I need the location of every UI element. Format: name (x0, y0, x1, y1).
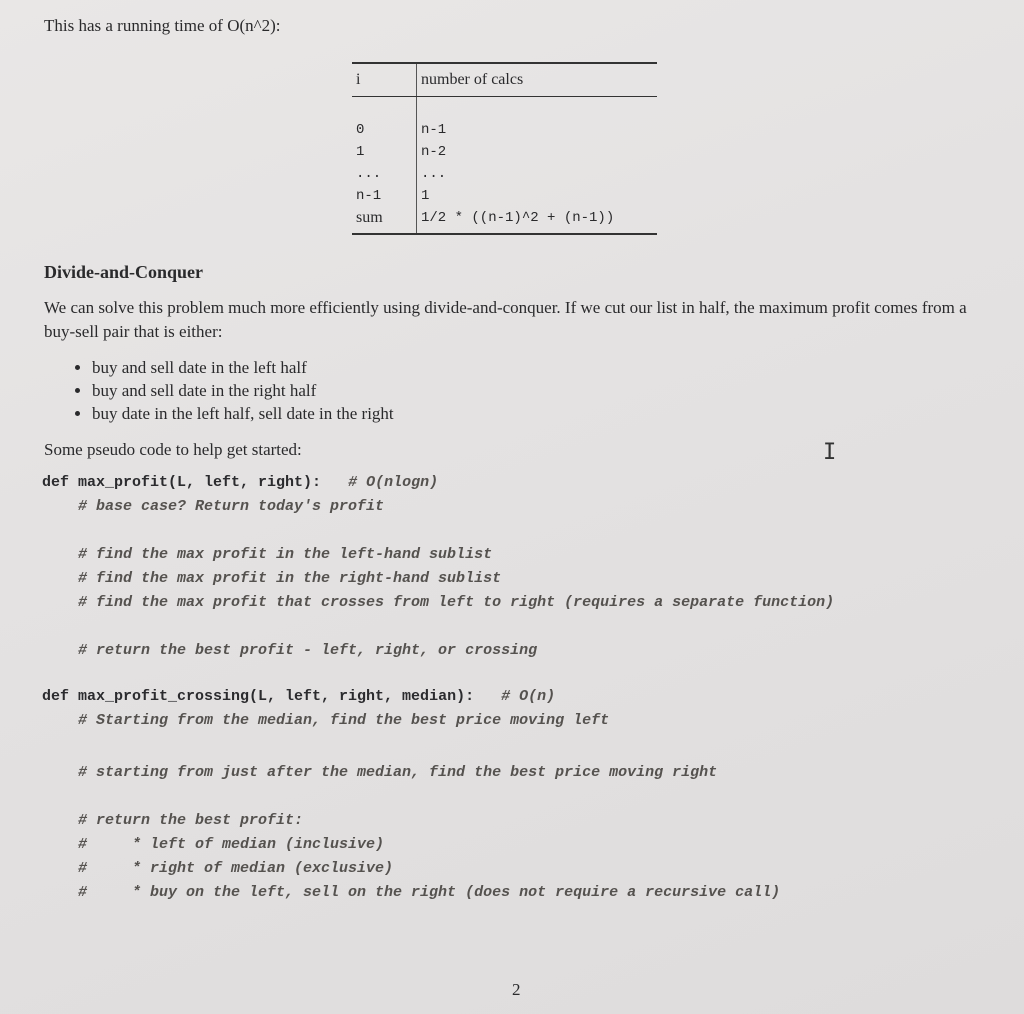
paragraph: We can solve this problem much more efficiently using divide-and-conquer. If we cut our list in half, the maximum profit comes from a buy-sell pair that is either: (44, 298, 967, 341)
page-number: 2 (512, 980, 521, 999)
table-cell-i: ... (352, 163, 417, 185)
code-comment: # Starting from the median, find the best price moving left (78, 712, 610, 729)
table-cell-i: 0 (352, 119, 417, 141)
text-cursor-icon: I (823, 440, 837, 465)
table-cell-i: 1 (352, 141, 417, 163)
bullet-list (60, 356, 394, 425)
code-line (42, 474, 438, 491)
list-item: • buy and sell date in the right half (92, 379, 394, 402)
func1-complexity: # O(nlogn) (348, 474, 439, 491)
section-heading: Divide-and-Conquer (44, 262, 204, 282)
table-header-calcs: number of calcs (417, 63, 658, 97)
list-item: • buy date in the left half, sell date in the right (92, 402, 394, 425)
table-sum-row (352, 207, 657, 234)
table-cell-calcs: n-2 (421, 144, 447, 160)
code-comment: # base case? Return today's profit (78, 498, 385, 515)
table-cell-i: n-1 (352, 185, 417, 207)
table-row (352, 163, 657, 185)
pseudo-code-intro: Some pseudo code to help get started: (44, 440, 302, 459)
code-comment: # find the max profit that crosses from left to right (requires a separate function) (78, 594, 835, 611)
calcs-table (352, 62, 657, 235)
table-sum-label: sum (352, 207, 417, 234)
table-sum-value: 1/2 * ((n-1)^2 + (n-1)) (417, 207, 658, 234)
code-comment: # starting from just after the median, find the best price moving right (78, 764, 718, 781)
table-header-i: i (352, 63, 417, 97)
code-comment: # find the max profit in the right-hand sublist (78, 570, 502, 587)
list-item: • buy and sell date in the left half (92, 356, 394, 379)
table-cell-calcs: ... (421, 166, 447, 182)
intro-text: This has a running time of O(n^2): (44, 16, 281, 35)
code-comment: # * buy on the left, sell on the right (does not require a recursive call) (78, 884, 781, 901)
table-row (352, 119, 657, 141)
table-cell-calcs: 1 (421, 188, 430, 204)
table-header-row (352, 63, 657, 97)
table-row (352, 141, 657, 163)
code-comment: # return the best profit: (78, 812, 304, 829)
code-line (42, 688, 555, 705)
func1-signature: def max_profit(L, left, right): (42, 474, 322, 491)
func2-complexity: # O(n) (501, 688, 556, 705)
table-cell-calcs: n-1 (421, 122, 447, 138)
code-comment: # * right of median (exclusive) (78, 860, 394, 877)
func2-signature: def max_profit_crossing(L, left, right, median): (42, 688, 475, 705)
code-comment: # return the best profit - left, right, or crossing (78, 642, 538, 659)
code-comment: # * left of median (inclusive) (78, 836, 385, 853)
table-row (352, 185, 657, 207)
code-comment: # find the max profit in the left-hand sublist (78, 546, 493, 563)
